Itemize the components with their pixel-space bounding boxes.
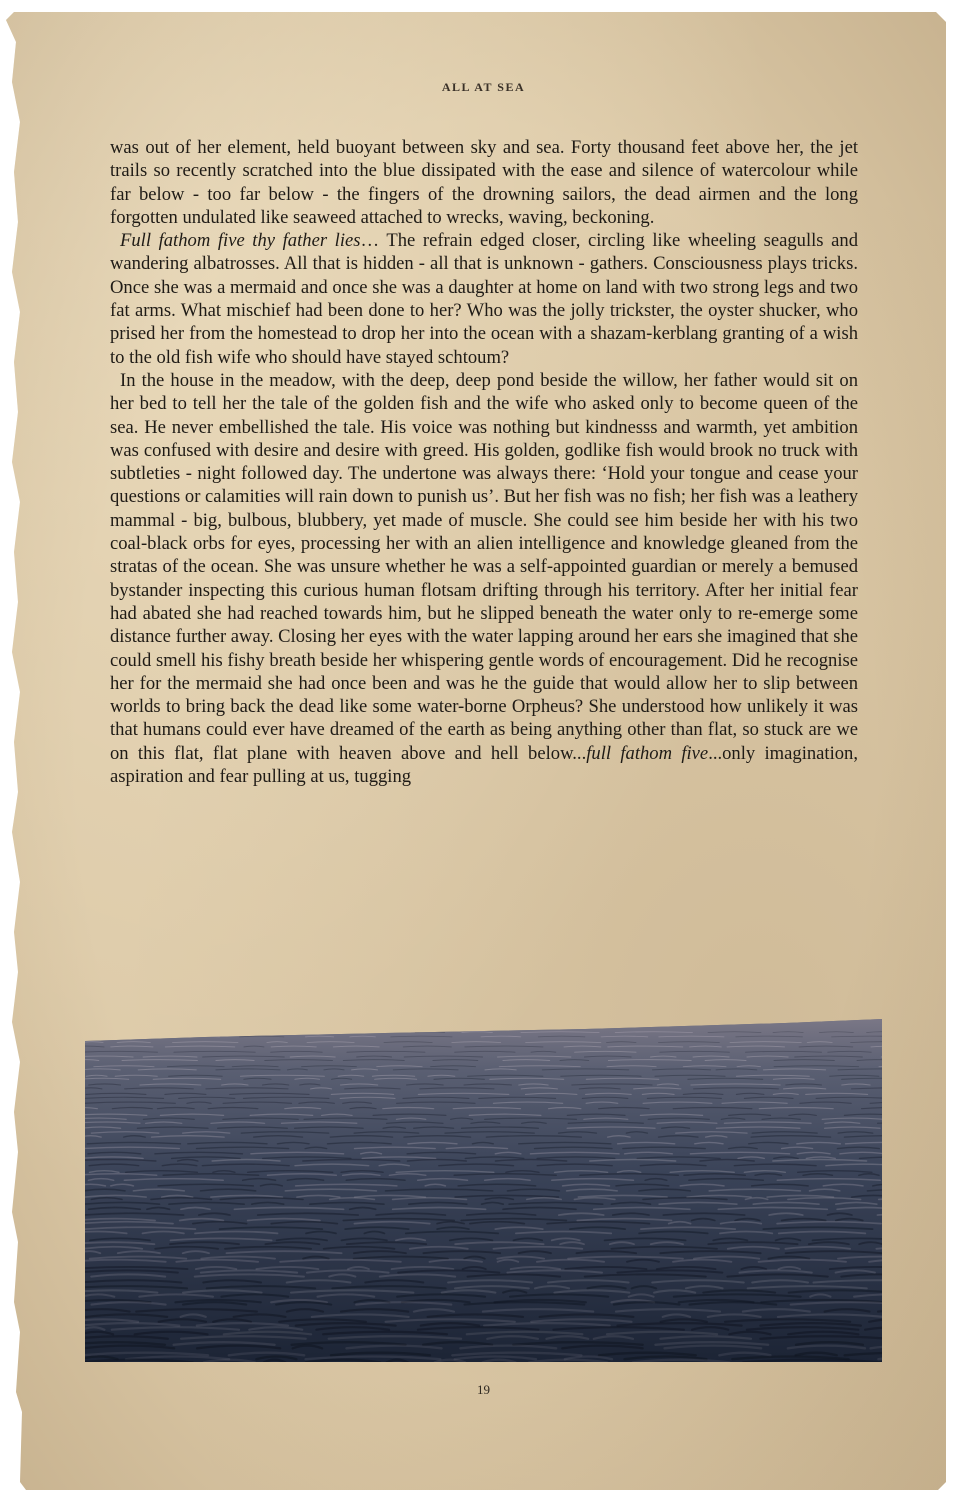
paragraph-1 — [110, 136, 858, 229]
paragraph-1-text: was out of her element, held buoyant between sky and sea. Forty thousand feet above her, the jet trails so recently scratched into the blue dissipated with the ease and silence of watercolour while far below - too far below - the fingers of the drowning sailors, the dead airmen and the long forgotten undulated like seaweed attached to wrecks, waving, beckoning. — [110, 137, 858, 228]
paragraph-3-text: In the house in the meadow, with the deep, deep pond beside the willow, her father would sit on her bed to tell her the tale of the golden fish and the wife who asked only to become queen of the sea. He never embellished the tale. His voice was nothing but kindnesss and warmth, yet ambition was confused with desire and desire with greed. His golden, godlike fish would brook no truck with subtleties - night followed day. The undertone was always there: ‘Hold your tongue and cease your questions or calamities will rain down to punish us’. But her fish was no fish; her fish was a leathery mammal - big, bulbous, blubbery, yet made of muscle. She could see him beside her with his two coal-black orbs for eyes, processing her with an alien intelligence and knowledge gleaned from the stratas of the ocean. She was unsure whether he was a self-appointed guardian or merely a bemused bystander inspecting this curious human flotsam drifting through his territory. After her initial fear had abated she had reached towards him, but he slipped beneath the water only to re-emerge some distance further away. Closing her eyes with the water lapping around her ears she imagined that she could smell his fishy breath beside her whispering gentle words of encouragement. Did he recognise her for the mermaid she had once been and was he the guide that would allow her to slip between worlds to bring back the dead like some water-borne Orpheus? She understood how unlikely it was that humans could ever have dreamed of the earth as being anything other than flat, so stuck are we on this flat, flat plane with heaven above and hell below... — [110, 369, 858, 764]
paragraph-2 — [110, 229, 858, 369]
body-text — [110, 136, 858, 1036]
running-head: ALL AT SEA — [441, 80, 526, 94]
paragraph-3-quote: full fathom five — [586, 742, 709, 764]
paragraph-2-quote: Full fathom five thy father lies — [120, 230, 361, 252]
sea-photograph — [85, 1019, 882, 1362]
paragraph-3 — [110, 369, 858, 788]
sea-waves-drawing — [85, 1019, 882, 1362]
page-number: 19 — [477, 1382, 490, 1397]
paragraph-3-text-end: ...only imagination, aspiration and fear pulling at us, tugging — [110, 742, 858, 788]
paragraph-2-text: … The refrain edged closer, circling like wheeling seagulls and wandering albatrosses. All that is hidden - all that is unknown - gathers. Consciousness plays tricks. Once she was a mermaid and once she was a daughter at home on land with two strong legs and two fat arms. What mischief had been done to her? Who was the jolly trickster, the oyster shucker, who prised her from the homestead to drop her into the ocean with a shazam-kerblang granting of a wish to the old fish wife who should have stayed schtoum? — [110, 230, 858, 368]
